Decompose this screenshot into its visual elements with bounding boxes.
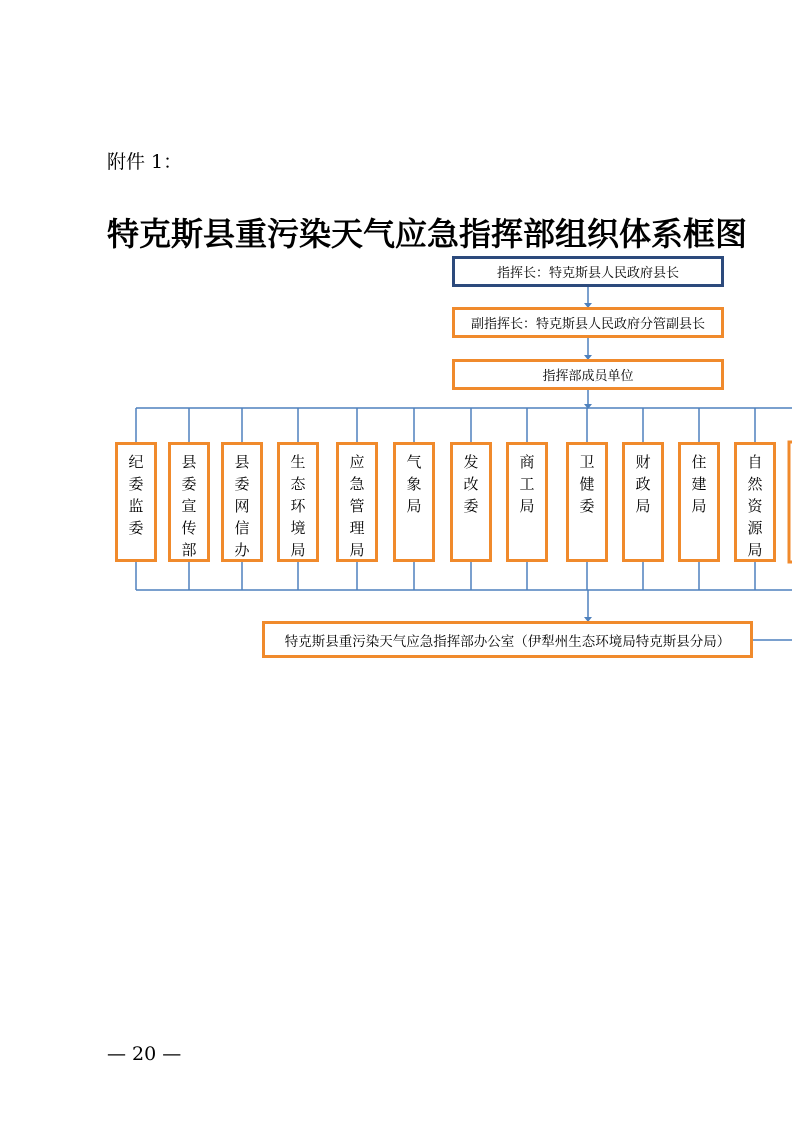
unit-label: 商工局 — [519, 453, 535, 515]
commander-box — [452, 256, 724, 287]
unit-label: 自然资源局 — [747, 453, 763, 559]
unit-box — [734, 442, 776, 562]
unit-box — [277, 442, 319, 562]
unit-label: 生态环境局 — [290, 453, 306, 559]
unit-box — [678, 442, 720, 562]
unit-box — [221, 442, 263, 562]
unit-box — [566, 442, 608, 562]
unit-box — [450, 442, 492, 562]
unit-box — [168, 442, 210, 562]
unit-box — [115, 442, 157, 562]
unit-box — [393, 442, 435, 562]
commander-label: 指挥长：特克斯县人民政府县长 — [496, 266, 679, 281]
document-title: 特克斯县重污染天气应急指挥部组织体系框图 — [107, 215, 748, 253]
command-office-box — [262, 621, 753, 658]
member-units-label: 指挥部成员单位 — [542, 369, 634, 384]
unit-label: 财政局 — [635, 453, 651, 515]
unit-label: 发改委 — [463, 453, 479, 515]
page-number: — 20 — — [107, 1043, 182, 1065]
unit-box — [336, 442, 378, 562]
unit-label: 县委宣传部 — [181, 453, 197, 559]
unit-box — [622, 442, 664, 562]
command-office-label: 特克斯县重污染天气应急指挥部办公室（伊犁州生态环境局特克斯县分局） — [284, 633, 731, 650]
unit-label: 气象局 — [406, 453, 422, 515]
unit-label: 县委网信办 — [234, 453, 250, 559]
unit-box — [506, 442, 548, 562]
unit-label: 应急管理局 — [349, 453, 365, 559]
unit-label: 纪委监委 — [128, 453, 144, 537]
deputy-commander-box — [452, 307, 724, 338]
member-units-box — [452, 359, 724, 390]
attachment-label: 附件 1： — [107, 151, 183, 173]
deputy-commander-label: 副指挥长：特克斯县人民政府分管副县长 — [470, 317, 705, 332]
unit-label: 住建局 — [691, 453, 707, 515]
unit-label: 卫健委 — [579, 453, 595, 515]
